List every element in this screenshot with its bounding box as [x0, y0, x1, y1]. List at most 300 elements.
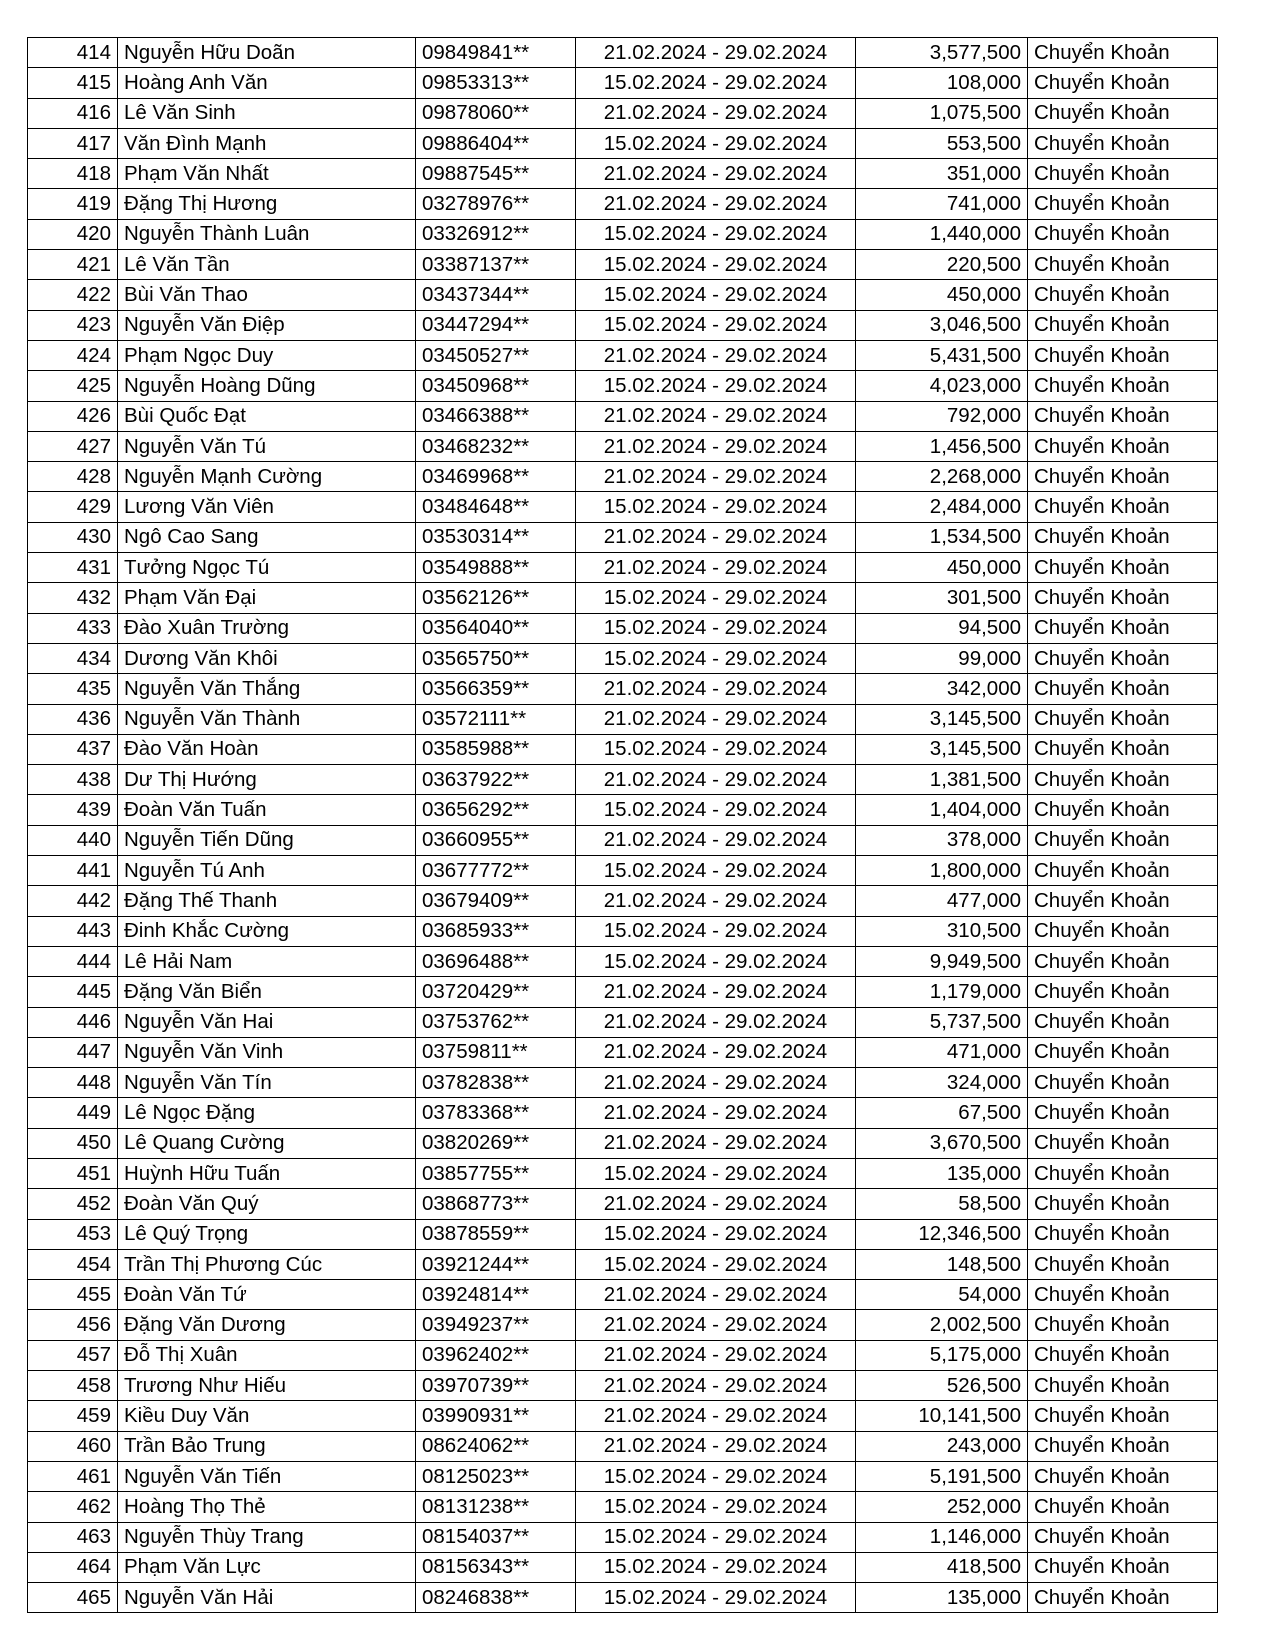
phone-number: 03857755**	[416, 1158, 576, 1188]
phone-number: 03720429**	[416, 977, 576, 1007]
table-row	[28, 1068, 1218, 1098]
date-range: 15.02.2024 - 29.02.2024	[576, 68, 856, 98]
recipient-name: Nguyễn Văn Hải	[118, 1583, 416, 1613]
recipient-name: Phạm Ngọc Duy	[118, 340, 416, 370]
row-number: 460	[28, 1431, 118, 1461]
table-row	[28, 916, 1218, 946]
table-row	[28, 1128, 1218, 1158]
table-row	[28, 98, 1218, 128]
row-number: 445	[28, 977, 118, 1007]
phone-number: 03469968**	[416, 462, 576, 492]
payment-amount: 418,500	[856, 1552, 1028, 1582]
payment-method: Chuyển Khoản	[1028, 371, 1218, 401]
payment-amount: 1,534,500	[856, 522, 1028, 552]
payment-amount: 58,500	[856, 1189, 1028, 1219]
payment-method: Chuyển Khoản	[1028, 856, 1218, 886]
table-row	[28, 159, 1218, 189]
table-row	[28, 462, 1218, 492]
phone-number: 03759811**	[416, 1037, 576, 1067]
payment-amount: 12,346,500	[856, 1219, 1028, 1249]
payment-method: Chuyển Khoản	[1028, 1310, 1218, 1340]
row-number: 429	[28, 492, 118, 522]
date-range: 21.02.2024 - 29.02.2024	[576, 886, 856, 916]
date-range: 21.02.2024 - 29.02.2024	[576, 462, 856, 492]
table-row	[28, 643, 1218, 673]
table-row	[28, 1371, 1218, 1401]
date-range: 21.02.2024 - 29.02.2024	[576, 189, 856, 219]
recipient-name: Đoàn Văn Quý	[118, 1189, 416, 1219]
payment-amount: 5,175,000	[856, 1340, 1028, 1370]
row-number: 453	[28, 1219, 118, 1249]
phone-number: 03450968**	[416, 371, 576, 401]
row-number: 455	[28, 1280, 118, 1310]
phone-number: 03962402**	[416, 1340, 576, 1370]
phone-number: 03878559**	[416, 1219, 576, 1249]
row-number: 418	[28, 159, 118, 189]
date-range: 15.02.2024 - 29.02.2024	[576, 916, 856, 946]
payment-method: Chuyển Khoản	[1028, 795, 1218, 825]
recipient-name: Nguyễn Văn Tú	[118, 431, 416, 461]
table-row	[28, 371, 1218, 401]
payment-method: Chuyển Khoản	[1028, 1583, 1218, 1613]
table-row	[28, 1552, 1218, 1582]
table-row	[28, 1098, 1218, 1128]
phone-number: 03637922**	[416, 765, 576, 795]
recipient-name: Lương Văn Viên	[118, 492, 416, 522]
row-number: 427	[28, 431, 118, 461]
payment-method: Chuyển Khoản	[1028, 886, 1218, 916]
recipient-name: Nguyễn Tú Anh	[118, 856, 416, 886]
recipient-name: Hoàng Thọ Thẻ	[118, 1492, 416, 1522]
payment-method: Chuyển Khoản	[1028, 250, 1218, 280]
date-range: 15.02.2024 - 29.02.2024	[576, 371, 856, 401]
payment-table	[27, 37, 1218, 1613]
phone-number: 03466388**	[416, 401, 576, 431]
payment-amount: 3,577,500	[856, 38, 1028, 68]
row-number: 464	[28, 1552, 118, 1582]
date-range: 21.02.2024 - 29.02.2024	[576, 765, 856, 795]
payment-amount: 471,000	[856, 1037, 1028, 1067]
phone-number: 08246838**	[416, 1583, 576, 1613]
phone-number: 03572111**	[416, 704, 576, 734]
date-range: 15.02.2024 - 29.02.2024	[576, 734, 856, 764]
date-range: 21.02.2024 - 29.02.2024	[576, 1310, 856, 1340]
row-number: 442	[28, 886, 118, 916]
recipient-name: Trần Bảo Trung	[118, 1431, 416, 1461]
payment-method: Chuyển Khoản	[1028, 340, 1218, 370]
payment-amount: 450,000	[856, 280, 1028, 310]
date-range: 15.02.2024 - 29.02.2024	[576, 795, 856, 825]
payment-method: Chuyển Khoản	[1028, 1371, 1218, 1401]
row-number: 450	[28, 1128, 118, 1158]
payment-amount: 1,404,000	[856, 795, 1028, 825]
date-range: 15.02.2024 - 29.02.2024	[576, 310, 856, 340]
payment-method: Chuyển Khoản	[1028, 734, 1218, 764]
phone-number: 03484648**	[416, 492, 576, 522]
date-range: 15.02.2024 - 29.02.2024	[576, 583, 856, 613]
payment-amount: 792,000	[856, 401, 1028, 431]
row-number: 452	[28, 1189, 118, 1219]
date-range: 21.02.2024 - 29.02.2024	[576, 401, 856, 431]
table-row	[28, 1401, 1218, 1431]
payment-method: Chuyển Khoản	[1028, 492, 1218, 522]
table-row	[28, 1310, 1218, 1340]
row-number: 441	[28, 856, 118, 886]
payment-method: Chuyển Khoản	[1028, 68, 1218, 98]
table-row	[28, 977, 1218, 1007]
row-number: 424	[28, 340, 118, 370]
payment-amount: 135,000	[856, 1158, 1028, 1188]
recipient-name: Huỳnh Hữu Tuấn	[118, 1158, 416, 1188]
table-row	[28, 1461, 1218, 1491]
payment-method: Chuyển Khoản	[1028, 613, 1218, 643]
payment-method: Chuyển Khoản	[1028, 1037, 1218, 1067]
payment-method: Chuyển Khoản	[1028, 1280, 1218, 1310]
recipient-name: Văn Đình Mạnh	[118, 128, 416, 158]
payment-amount: 3,046,500	[856, 310, 1028, 340]
row-number: 444	[28, 946, 118, 976]
payment-amount: 2,484,000	[856, 492, 1028, 522]
phone-number: 03921244**	[416, 1249, 576, 1279]
table-row	[28, 1189, 1218, 1219]
date-range: 15.02.2024 - 29.02.2024	[576, 856, 856, 886]
date-range: 21.02.2024 - 29.02.2024	[576, 1340, 856, 1370]
payment-method: Chuyển Khoản	[1028, 916, 1218, 946]
phone-number: 03437344**	[416, 280, 576, 310]
phone-number: 03530314**	[416, 522, 576, 552]
row-number: 440	[28, 825, 118, 855]
payment-method: Chuyển Khoản	[1028, 1189, 1218, 1219]
phone-number: 03753762**	[416, 1007, 576, 1037]
table-row	[28, 1037, 1218, 1067]
table-row	[28, 583, 1218, 613]
phone-number: 03696488**	[416, 946, 576, 976]
payment-amount: 135,000	[856, 1583, 1028, 1613]
row-number: 437	[28, 734, 118, 764]
date-range: 21.02.2024 - 29.02.2024	[576, 431, 856, 461]
payment-amount: 94,500	[856, 613, 1028, 643]
row-number: 438	[28, 765, 118, 795]
payment-method: Chuyển Khoản	[1028, 1007, 1218, 1037]
recipient-name: Dương Văn Khôi	[118, 643, 416, 673]
recipient-name: Phạm Văn Lực	[118, 1552, 416, 1582]
table-row	[28, 856, 1218, 886]
recipient-name: Trương Như Hiếu	[118, 1371, 416, 1401]
recipient-name: Lê Văn Tần	[118, 250, 416, 280]
payment-method: Chuyển Khoản	[1028, 704, 1218, 734]
payment-amount: 1,179,000	[856, 977, 1028, 1007]
table-row	[28, 38, 1218, 68]
phone-number: 03677772**	[416, 856, 576, 886]
table-row	[28, 1280, 1218, 1310]
date-range: 15.02.2024 - 29.02.2024	[576, 1492, 856, 1522]
payment-method: Chuyển Khoản	[1028, 280, 1218, 310]
table-row	[28, 1219, 1218, 1249]
phone-number: 08131238**	[416, 1492, 576, 1522]
date-range: 15.02.2024 - 29.02.2024	[576, 1158, 856, 1188]
table-row	[28, 734, 1218, 764]
payment-method: Chuyển Khoản	[1028, 1128, 1218, 1158]
payment-method: Chuyển Khoản	[1028, 1158, 1218, 1188]
phone-number: 03585988**	[416, 734, 576, 764]
phone-number: 03783368**	[416, 1098, 576, 1128]
phone-number: 08154037**	[416, 1522, 576, 1552]
table-row	[28, 280, 1218, 310]
payment-amount: 2,268,000	[856, 462, 1028, 492]
row-number: 425	[28, 371, 118, 401]
table-row	[28, 219, 1218, 249]
table-row	[28, 1007, 1218, 1037]
table-row	[28, 1583, 1218, 1613]
payment-amount: 3,670,500	[856, 1128, 1028, 1158]
payment-amount: 67,500	[856, 1098, 1028, 1128]
recipient-name: Bùi Quốc Đạt	[118, 401, 416, 431]
table-row	[28, 704, 1218, 734]
payment-method: Chuyển Khoản	[1028, 977, 1218, 1007]
payment-method: Chuyển Khoản	[1028, 159, 1218, 189]
date-range: 21.02.2024 - 29.02.2024	[576, 1098, 856, 1128]
row-number: 446	[28, 1007, 118, 1037]
row-number: 428	[28, 462, 118, 492]
recipient-name: Hoàng Anh Văn	[118, 68, 416, 98]
recipient-name: Đinh Khắc Cường	[118, 916, 416, 946]
payment-method: Chuyển Khoản	[1028, 431, 1218, 461]
payment-amount: 378,000	[856, 825, 1028, 855]
date-range: 15.02.2024 - 29.02.2024	[576, 280, 856, 310]
phone-number: 09886404**	[416, 128, 576, 158]
row-number: 462	[28, 1492, 118, 1522]
recipient-name: Đoàn Văn Tứ	[118, 1280, 416, 1310]
recipient-name: Nguyễn Thùy Trang	[118, 1522, 416, 1552]
row-number: 420	[28, 219, 118, 249]
date-range: 21.02.2024 - 29.02.2024	[576, 1189, 856, 1219]
date-range: 21.02.2024 - 29.02.2024	[576, 1007, 856, 1037]
recipient-name: Nguyễn Hoàng Dũng	[118, 371, 416, 401]
payment-amount: 2,002,500	[856, 1310, 1028, 1340]
phone-number: 08624062**	[416, 1431, 576, 1461]
payment-method: Chuyển Khoản	[1028, 1492, 1218, 1522]
recipient-name: Lê Văn Sinh	[118, 98, 416, 128]
recipient-name: Nguyễn Văn Tín	[118, 1068, 416, 1098]
payment-amount: 1,146,000	[856, 1522, 1028, 1552]
payment-amount: 450,000	[856, 553, 1028, 583]
table-row	[28, 431, 1218, 461]
payment-amount: 243,000	[856, 1431, 1028, 1461]
payment-amount: 10,141,500	[856, 1401, 1028, 1431]
phone-number: 09849841**	[416, 38, 576, 68]
payment-amount: 108,000	[856, 68, 1028, 98]
phone-number: 03782838**	[416, 1068, 576, 1098]
recipient-name: Nguyễn Mạnh Cường	[118, 462, 416, 492]
date-range: 21.02.2024 - 29.02.2024	[576, 674, 856, 704]
recipient-name: Đào Văn Hoàn	[118, 734, 416, 764]
recipient-name: Lê Ngọc Đặng	[118, 1098, 416, 1128]
table-row	[28, 492, 1218, 522]
payment-method: Chuyển Khoản	[1028, 462, 1218, 492]
payment-amount: 54,000	[856, 1280, 1028, 1310]
date-range: 21.02.2024 - 29.02.2024	[576, 1037, 856, 1067]
payment-amount: 4,023,000	[856, 371, 1028, 401]
payment-method: Chuyển Khoản	[1028, 1249, 1218, 1279]
phone-number: 03949237**	[416, 1310, 576, 1340]
date-range: 21.02.2024 - 29.02.2024	[576, 825, 856, 855]
table-row	[28, 825, 1218, 855]
table-row	[28, 522, 1218, 552]
table-row	[28, 795, 1218, 825]
payment-amount: 1,440,000	[856, 219, 1028, 249]
phone-number: 03868773**	[416, 1189, 576, 1219]
date-range: 15.02.2024 - 29.02.2024	[576, 1522, 856, 1552]
row-number: 416	[28, 98, 118, 128]
payment-amount: 301,500	[856, 583, 1028, 613]
payment-amount: 5,191,500	[856, 1461, 1028, 1491]
table-row	[28, 886, 1218, 916]
date-range: 15.02.2024 - 29.02.2024	[576, 1552, 856, 1582]
recipient-name: Bùi Văn Thao	[118, 280, 416, 310]
payment-method: Chuyển Khoản	[1028, 310, 1218, 340]
recipient-name: Nguyễn Văn Vinh	[118, 1037, 416, 1067]
payment-amount: 3,145,500	[856, 734, 1028, 764]
row-number: 458	[28, 1371, 118, 1401]
payment-amount: 1,075,500	[856, 98, 1028, 128]
row-number: 431	[28, 553, 118, 583]
row-number: 417	[28, 128, 118, 158]
table-row	[28, 1492, 1218, 1522]
recipient-name: Kiều Duy Văn	[118, 1401, 416, 1431]
payment-method: Chuyển Khoản	[1028, 98, 1218, 128]
payment-method: Chuyển Khoản	[1028, 38, 1218, 68]
recipient-name: Phạm Văn Nhất	[118, 159, 416, 189]
recipient-name: Nguyễn Văn Điệp	[118, 310, 416, 340]
date-range: 21.02.2024 - 29.02.2024	[576, 1280, 856, 1310]
recipient-name: Lê Quý Trọng	[118, 1219, 416, 1249]
date-range: 21.02.2024 - 29.02.2024	[576, 1128, 856, 1158]
payment-method: Chuyển Khoản	[1028, 946, 1218, 976]
recipient-name: Nguyễn Văn Tiến	[118, 1461, 416, 1491]
row-number: 449	[28, 1098, 118, 1128]
date-range: 21.02.2024 - 29.02.2024	[576, 340, 856, 370]
date-range: 21.02.2024 - 29.02.2024	[576, 38, 856, 68]
phone-number: 08156343**	[416, 1552, 576, 1582]
row-number: 465	[28, 1583, 118, 1613]
row-number: 433	[28, 613, 118, 643]
date-range: 21.02.2024 - 29.02.2024	[576, 1068, 856, 1098]
payment-method: Chuyển Khoản	[1028, 674, 1218, 704]
recipient-name: Đặng Thế Thanh	[118, 886, 416, 916]
date-range: 15.02.2024 - 29.02.2024	[576, 946, 856, 976]
payment-amount: 9,949,500	[856, 946, 1028, 976]
payment-table-body	[28, 38, 1218, 1613]
payment-method: Chuyển Khoản	[1028, 522, 1218, 552]
payment-amount: 342,000	[856, 674, 1028, 704]
payment-method: Chuyển Khoản	[1028, 219, 1218, 249]
date-range: 21.02.2024 - 29.02.2024	[576, 159, 856, 189]
table-row	[28, 1431, 1218, 1461]
payment-method: Chuyển Khoản	[1028, 1552, 1218, 1582]
recipient-name: Nguyễn Văn Hai	[118, 1007, 416, 1037]
payment-method: Chuyển Khoản	[1028, 1068, 1218, 1098]
recipient-name: Ngô Cao Sang	[118, 522, 416, 552]
date-range: 21.02.2024 - 29.02.2024	[576, 704, 856, 734]
date-range: 21.02.2024 - 29.02.2024	[576, 1401, 856, 1431]
date-range: 15.02.2024 - 29.02.2024	[576, 250, 856, 280]
payment-amount: 5,737,500	[856, 1007, 1028, 1037]
recipient-name: Đặng Văn Dương	[118, 1310, 416, 1340]
payment-amount: 1,800,000	[856, 856, 1028, 886]
phone-number: 03450527**	[416, 340, 576, 370]
payment-amount: 553,500	[856, 128, 1028, 158]
row-number: 419	[28, 189, 118, 219]
payment-method: Chuyển Khoản	[1028, 553, 1218, 583]
row-number: 436	[28, 704, 118, 734]
payment-method: Chuyển Khoản	[1028, 1340, 1218, 1370]
phone-number: 03679409**	[416, 886, 576, 916]
date-range: 21.02.2024 - 29.02.2024	[576, 1371, 856, 1401]
row-number: 426	[28, 401, 118, 431]
row-number: 463	[28, 1522, 118, 1552]
phone-number: 03656292**	[416, 795, 576, 825]
payment-method: Chuyển Khoản	[1028, 643, 1218, 673]
payment-amount: 526,500	[856, 1371, 1028, 1401]
table-row	[28, 310, 1218, 340]
date-range: 15.02.2024 - 29.02.2024	[576, 1583, 856, 1613]
recipient-name: Nguyễn Tiến Dũng	[118, 825, 416, 855]
row-number: 414	[28, 38, 118, 68]
phone-number: 03326912**	[416, 219, 576, 249]
recipient-name: Nguyễn Văn Thành	[118, 704, 416, 734]
payment-amount: 220,500	[856, 250, 1028, 280]
table-row	[28, 1522, 1218, 1552]
payment-amount: 99,000	[856, 643, 1028, 673]
payment-method: Chuyển Khoản	[1028, 401, 1218, 431]
recipient-name: Phạm Văn Đại	[118, 583, 416, 613]
recipient-name: Đào Xuân Trường	[118, 613, 416, 643]
phone-number: 03685933**	[416, 916, 576, 946]
row-number: 422	[28, 280, 118, 310]
phone-number: 08125023**	[416, 1461, 576, 1491]
table-row	[28, 553, 1218, 583]
date-range: 15.02.2024 - 29.02.2024	[576, 1219, 856, 1249]
payment-method: Chuyển Khoản	[1028, 583, 1218, 613]
phone-number: 03970739**	[416, 1371, 576, 1401]
recipient-name: Lê Quang Cường	[118, 1128, 416, 1158]
phone-number: 03990931**	[416, 1401, 576, 1431]
date-range: 21.02.2024 - 29.02.2024	[576, 98, 856, 128]
row-number: 423	[28, 310, 118, 340]
table-row	[28, 189, 1218, 219]
table-row	[28, 1158, 1218, 1188]
payment-method: Chuyển Khoản	[1028, 1219, 1218, 1249]
payment-method: Chuyển Khoản	[1028, 765, 1218, 795]
date-range: 21.02.2024 - 29.02.2024	[576, 1431, 856, 1461]
phone-number: 03565750**	[416, 643, 576, 673]
payment-method: Chuyển Khoản	[1028, 1431, 1218, 1461]
phone-number: 09853313**	[416, 68, 576, 98]
payment-amount: 3,145,500	[856, 704, 1028, 734]
table-row	[28, 401, 1218, 431]
recipient-name: Đặng Thị Hương	[118, 189, 416, 219]
date-range: 21.02.2024 - 29.02.2024	[576, 977, 856, 1007]
phone-number: 09878060**	[416, 98, 576, 128]
phone-number: 03924814**	[416, 1280, 576, 1310]
recipient-name: Dư Thị Hướng	[118, 765, 416, 795]
row-number: 451	[28, 1158, 118, 1188]
table-row	[28, 250, 1218, 280]
recipient-name: Nguyễn Thành Luân	[118, 219, 416, 249]
recipient-name: Đỗ Thị Xuân	[118, 1340, 416, 1370]
recipient-name: Đặng Văn Biển	[118, 977, 416, 1007]
payment-amount: 741,000	[856, 189, 1028, 219]
